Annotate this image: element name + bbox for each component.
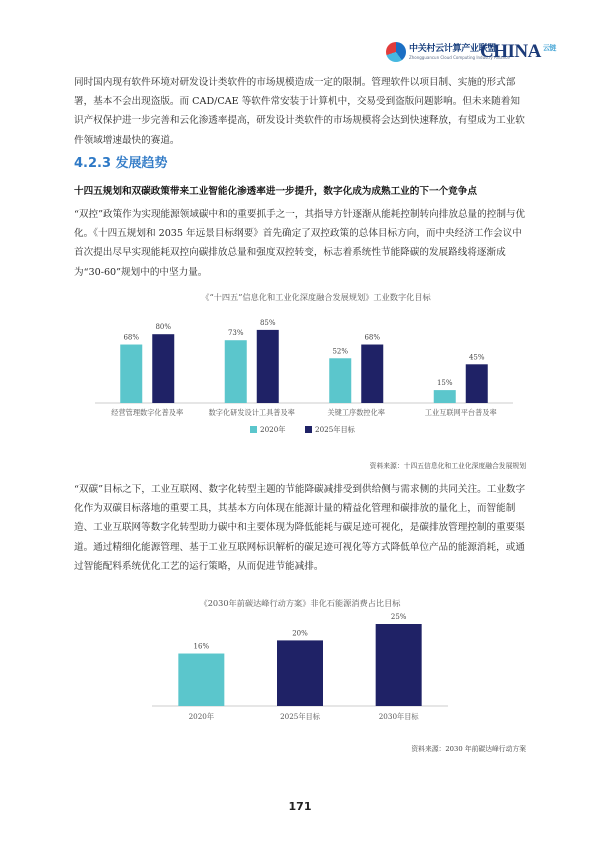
chart-1-legend-label: 2020年: [260, 425, 286, 434]
section-heading: 4.2.3 发展趋势: [74, 156, 168, 171]
chart-1-data-label: 80%: [155, 323, 172, 332]
chart-1-data-label: 68%: [123, 333, 140, 342]
chart-2-data-label: 16%: [193, 642, 210, 651]
chart-2-bar: [178, 654, 224, 706]
chart-1-title: 《“十四五”信息化和工业化深度融合发展规划》工业数字化目标: [201, 292, 431, 302]
paragraph-2: “双控”政策作为实现能源领域碳中和的重要抓手之一，其指导方针逐渐从能耗控制转向排放总量的控制与优化。《十四五规划和 2035 年远景目标纲要》首先确定了双控政策的总体目标方向，而中央经济工作会议中首次提出尽早实现能耗双控向碳排放总量和强度双控转变，标志着系统性节能降碳的发展路线将逐渐成为“30-60”规划中的中坚力量。: [74, 209, 526, 278]
paragraph-3: “双碳”目标之下，工业互联网、数字化转型主题的节能降碳减排受到供给侧与需求侧的共同关注。工业数字化作为双碳目标落地的重要工具，其基本方向体现在能源计量的精益化管理和碳排放的量化上，而智能制造、工业互联网等数字化转型助力碳中和主要体现为降低能耗与碳足迹可视化，是碳排放管理控制的重要渠道。通过精细化能源管理、基于工业互联网标识解析的碳足迹可视化等方式降低单位产品的能源消耗，或通过智能配料系统优化工艺的运行策略，从而促进节能减排。: [74, 484, 526, 572]
chart-2-bar: [277, 640, 323, 706]
bold-statement: 十四五规划和双碳政策带来工业智能化渗透率进一步提升，数字化成为成熟工业的下一个竞争点: [74, 186, 477, 197]
chart-1-data-label: 45%: [468, 353, 485, 362]
chart-1-data-label: 15%: [436, 379, 453, 388]
paragraph-1: 同时国内现有软件环境对研发设计类软件的市场规模造成一定的限制。管理软件以项目制、实施的形式部署，基本不会出现盗版。而 CAD/CAE 等软件常安装于计算机中，交易受到盗版问题影响。但未来随着知识产权保护进一步完善和云化渗透率提高，研发设计类软件的市场规模将会达到快速释放，有望成为工业软件领域增速最快的赛道。: [74, 77, 525, 146]
chart-1-category-label: 工业互联网平台普及率: [424, 408, 497, 417]
chart-1-category-label: 关键工序数控化率: [327, 408, 386, 417]
chart-2-bar: [376, 624, 422, 706]
china-logo-sup: 云链: [542, 44, 556, 52]
chart-2-data-label: 20%: [292, 629, 308, 638]
page-number: 171: [288, 800, 312, 813]
chart-1-data-label: 73%: [227, 329, 244, 338]
chart-1-category-label: 数字化研发设计工具普及率: [208, 408, 295, 417]
chart-1-source: 资料来源：十四五信息化和工业化深度融合发展规划: [369, 462, 526, 470]
chart-1-data-label: 85%: [259, 318, 276, 327]
chart-2-title: 《2030年前碳达峰行动方案》非化石能源消费占比目标: [199, 598, 401, 608]
chart-1-data-label: 68%: [364, 333, 381, 342]
chart-2-source: 资料来源：2030 年前碳达峰行动方案: [411, 745, 526, 753]
chart-2-category-label: 2020年: [188, 712, 215, 721]
alliance-logo-cn: 中关村云计算产业联盟: [409, 43, 497, 54]
alliance-logo-en: Zhongguancun Cloud Computing Industry Alliance: [409, 54, 510, 60]
chart-1-data-label: 52%: [332, 347, 349, 356]
china-logo-main: CHINA: [480, 41, 541, 62]
chart-2-category-label: 2025年目标: [280, 712, 320, 721]
chart-2-data-label: 25%: [390, 613, 407, 621]
chart-2-category-label: 2030年目标: [378, 712, 419, 721]
chart-1-legend-label: 2025年目标: [315, 425, 355, 434]
chart-1-category-label: 经营管理数字化普及率: [111, 408, 184, 417]
